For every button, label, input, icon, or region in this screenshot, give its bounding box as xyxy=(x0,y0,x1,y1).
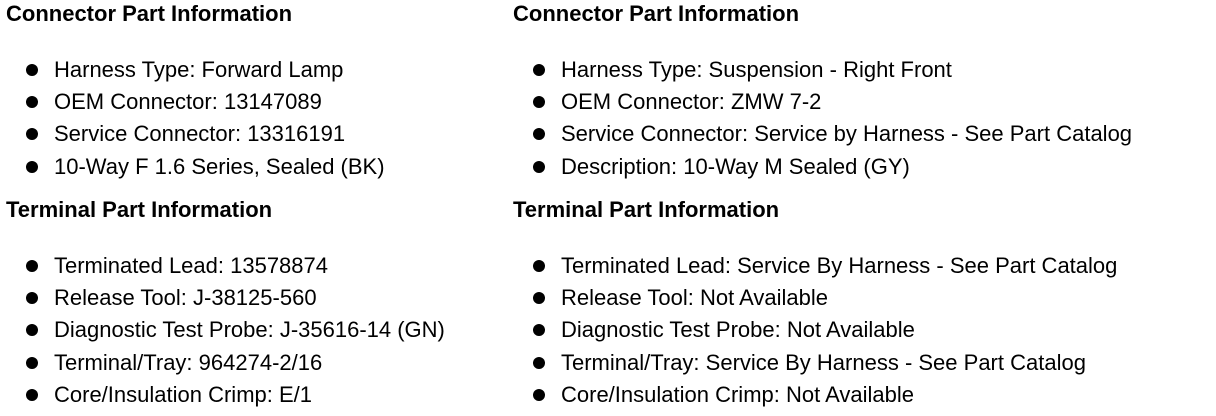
list-item-text: Description: 10-Way M Sealed (GY) xyxy=(561,153,910,179)
terminal-part-heading: Terminal Part Information xyxy=(6,197,273,222)
list-item xyxy=(513,315,1117,347)
terminal-part-list xyxy=(513,251,1117,412)
list-item xyxy=(513,380,1117,412)
connector-part-heading: Connector Part Information xyxy=(513,1,800,26)
list-item-text: Terminated Lead: Service By Harness - See Part Catalog xyxy=(561,253,1118,278)
bullet-icon xyxy=(26,260,38,272)
list-item xyxy=(513,283,1117,315)
list-item-text: Release Tool: Not Available xyxy=(561,285,829,311)
terminal-part-list xyxy=(6,251,445,412)
list-item xyxy=(6,315,445,347)
list-item-text: OEM Connector: ZMW 7-2 xyxy=(561,89,822,115)
bullet-icon xyxy=(26,357,38,369)
list-item xyxy=(513,87,1132,119)
list-item xyxy=(6,55,385,87)
bullet-icon xyxy=(26,64,38,76)
list-item-text: OEM Connector: 13147089 xyxy=(54,89,322,115)
connector-part-list xyxy=(6,55,385,184)
bullet-icon xyxy=(533,292,545,304)
list-item xyxy=(513,55,1132,87)
list-item xyxy=(6,87,385,119)
bullet-icon xyxy=(26,292,38,304)
bullet-icon xyxy=(26,161,38,173)
connector-part-list xyxy=(513,55,1132,184)
bullet-icon xyxy=(533,96,545,108)
bullet-icon xyxy=(533,324,545,336)
list-item-text: Terminal/Tray: 964274-2/16 xyxy=(54,349,323,375)
list-item xyxy=(513,119,1132,151)
bullet-icon xyxy=(26,128,38,140)
bullet-icon xyxy=(26,324,38,336)
list-item-text: Diagnostic Test Probe: J-35616-14 (GN) xyxy=(54,317,445,343)
list-item xyxy=(6,283,445,315)
connector-part-heading: Connector Part Information xyxy=(6,1,293,26)
list-item-text: Core/Insulation Crimp: E/1 xyxy=(54,381,312,407)
list-item-text: 10-Way F 1.6 Series, Sealed (BK) xyxy=(54,153,385,179)
list-item xyxy=(6,119,385,151)
bullet-icon xyxy=(533,357,545,369)
terminal-part-heading: Terminal Part Information xyxy=(513,197,780,222)
bullet-icon xyxy=(533,161,545,173)
list-item xyxy=(513,348,1117,380)
list-item xyxy=(6,380,445,412)
bullet-icon xyxy=(533,389,545,401)
bullet-icon xyxy=(26,96,38,108)
bullet-icon xyxy=(533,128,545,140)
list-item-text: Service Connector: 13316191 xyxy=(54,121,346,147)
list-item-text: Harness Type: Forward Lamp xyxy=(54,57,344,82)
bullet-icon xyxy=(26,389,38,401)
bullet-icon xyxy=(533,64,545,76)
list-item xyxy=(513,251,1117,283)
list-item-text: Terminal/Tray: Service By Harness - See Part Catalog xyxy=(561,349,1086,375)
list-item-text: Release Tool: J-38125-560 xyxy=(54,285,317,311)
list-item xyxy=(6,251,445,283)
list-item xyxy=(513,152,1132,184)
list-item-text: Terminated Lead: 13578874 xyxy=(54,253,328,278)
list-item-text: Diagnostic Test Probe: Not Available xyxy=(561,317,915,343)
list-item-text: Service Connector: Service by Harness - See Part Catalog xyxy=(561,121,1133,147)
list-item-text: Core/Insulation Crimp: Not Available xyxy=(561,381,914,407)
list-item xyxy=(6,152,385,184)
list-item xyxy=(6,348,445,380)
bullet-icon xyxy=(533,260,545,272)
list-item-text: Harness Type: Suspension - Right Front xyxy=(561,57,952,82)
